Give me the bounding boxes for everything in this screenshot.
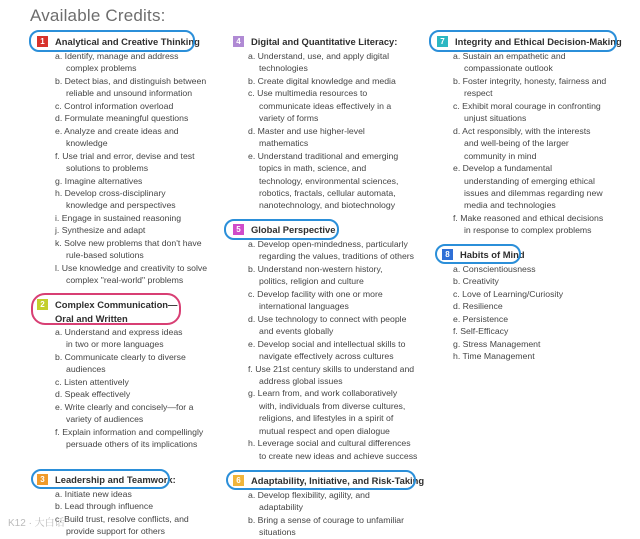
list-item: a. Identify, manage and address (55, 51, 179, 61)
section-list-6 (248, 489, 433, 539)
list-item: b. Detect bias, and distinguish between (55, 75, 207, 86)
list-item: h. Leverage social and cultural differences (248, 438, 411, 449)
list-item: technology, environmental sciences, (259, 175, 399, 186)
number-badge-3: 3 (37, 474, 48, 485)
list-item: community in mind (464, 150, 537, 161)
list-item: e. Persistence (453, 313, 509, 324)
list-item: h. Develop cross-disciplinary (55, 187, 166, 198)
credit-section-8 (442, 247, 632, 363)
list-item: knowledge and perspectives (66, 200, 176, 211)
number-badge-6: 6 (233, 475, 244, 486)
section-title-7: Integrity and Ethical Decision-Making (455, 36, 622, 47)
list-item: c. Control information overload (55, 100, 174, 111)
highlight-ring-7 (429, 30, 617, 52)
section-title-3: Leadership and Teamwork: (55, 474, 176, 485)
section-title-5: Global Perspective (251, 224, 336, 235)
list-item: a. Develop open-mindedness, particularly (248, 239, 408, 249)
list-item: c. Use multimedia resources to (248, 88, 368, 99)
number-badge-8: 8 (442, 249, 453, 260)
list-item: e. Analyze and create ideas and (55, 125, 179, 136)
number-badge-4: 4 (233, 36, 244, 47)
list-item: b. Bring a sense of courage to unfamiliar (248, 514, 404, 525)
list-item: a. Understand, use, and apply digital (248, 51, 390, 61)
list-item: b. Lead through influence (55, 501, 154, 512)
credit-section-1 (37, 34, 227, 287)
list-item: politics, religion and culture (259, 276, 364, 287)
section-list-8 (453, 263, 632, 363)
list-item: b. Creativity (453, 276, 499, 287)
list-item: persuade others of its implications (66, 439, 198, 450)
list-item: a. Develop flexibility, agility, and (248, 490, 370, 500)
list-item: reliable and unsound information (66, 88, 193, 99)
list-item: c. Build trust, resolve conflicts, and (55, 513, 189, 524)
list-item: situations (259, 527, 296, 538)
list-item: navigate effectively across cultures (259, 351, 394, 362)
list-item: mathematics (259, 138, 309, 149)
list-item: mutual respect and open dialogue (259, 425, 390, 436)
list-item: b. Understand non-western history, (248, 263, 383, 274)
list-item: international languages (259, 301, 349, 312)
section-list-1 (55, 50, 227, 287)
section-list-2 (55, 326, 227, 451)
list-item: religions, and lifestyles in a spirit of (259, 413, 394, 424)
list-item: variety of audiences (66, 414, 144, 425)
section-title-8: Habits of Mind (460, 249, 525, 260)
list-item: f. Self-Efficacy (453, 326, 509, 337)
list-item: i. Engage in sustained reasoning (55, 212, 182, 223)
section-list-7 (453, 50, 637, 237)
list-item: f. Use trial and error, devise and test (55, 150, 195, 161)
list-item: c. Listen attentively (55, 376, 129, 387)
list-item: g. Learn from, and work collaboratively (248, 388, 398, 399)
list-item: unjust situations (464, 113, 527, 124)
number-badge-2: 2 (37, 299, 48, 310)
list-item: address global issues (259, 375, 343, 386)
section-list-5 (248, 238, 433, 462)
list-item: e. Develop social and intellectual skills to (248, 338, 406, 349)
list-item: adaptability (259, 502, 303, 513)
list-item: a. Understand and express ideas (55, 327, 183, 337)
list-item: and well-being of the larger (464, 138, 569, 149)
list-item: regarding the values, traditions of others (259, 251, 415, 262)
credit-section-4 (233, 34, 433, 212)
list-item: understanding of emerging ethical (464, 175, 595, 186)
list-item: d. Act responsibly, with the interests (453, 125, 591, 136)
list-item: technologies (259, 63, 308, 74)
number-badge-5: 5 (233, 224, 244, 235)
list-item: d. Formulate meaningful questions (55, 113, 189, 124)
list-item: knowledge (66, 138, 108, 149)
list-item: l. Use knowledge and creativity to solve (55, 262, 208, 273)
list-item: communicate ideas effectively in a (259, 100, 392, 111)
number-badge-1: 1 (37, 36, 48, 47)
list-item: d. Use technology to connect with people (248, 313, 407, 324)
list-item: e. Write clearly and concisely—for a (55, 401, 194, 412)
section-list-4 (248, 50, 433, 212)
list-item: robotics, fractals, cellular automata, (259, 187, 396, 198)
list-item: f. Explain information and compellingly (55, 426, 204, 437)
highlight-ring-1 (29, 30, 195, 52)
list-item: h. Time Management (453, 351, 535, 362)
list-item: and events globally (259, 326, 334, 337)
list-item: media and technologies (464, 200, 556, 211)
list-item: compassionate outlook (464, 63, 553, 74)
watermark: K12 · 大白话 (8, 518, 65, 529)
list-item: b. Create digital knowledge and media (248, 75, 396, 86)
list-item: c. Develop facility with one or more (248, 288, 383, 299)
section-title-2: Complex Communication— (55, 299, 178, 310)
list-item: variety of forms (259, 113, 319, 124)
list-item: issues and dilemmas regarding new (464, 187, 603, 198)
list-item: d. Resilience (453, 301, 503, 312)
list-item: c. Love of Learning/Curiosity (453, 288, 564, 299)
number-badge-7: 7 (437, 36, 448, 47)
list-item: with, individuals from diverse cultures, (259, 400, 406, 411)
page-title: Available Credits: (30, 6, 166, 25)
section-list-3 (55, 488, 227, 538)
list-item: complex problems (66, 63, 137, 74)
credit-section-7 (437, 34, 637, 237)
list-item: nanotechnology, and biotechnology (259, 200, 396, 211)
section-title-1: Analytical and Creative Thinking (55, 36, 200, 47)
highlight-ring-3 (31, 469, 170, 489)
list-item: in response to complex problems (464, 225, 592, 236)
list-item: f. Use 21st century skills to understand and (248, 363, 415, 374)
list-item: a. Sustain an empathetic and (453, 51, 566, 61)
list-item: b. Communicate clearly to diverse (55, 351, 186, 362)
list-item: in two or more languages (66, 339, 164, 350)
list-item: d. Speak effectively (55, 389, 131, 400)
list-item: j. Synthesize and adapt (55, 225, 146, 236)
section-title-2-line2: Oral and Written (55, 313, 128, 324)
list-item: topics in math, science, and (259, 163, 367, 174)
list-item: provide support for others (66, 526, 165, 537)
list-item: d. Master and use higher-level (248, 125, 365, 136)
list-item: to create new ideas and achieve success (259, 450, 418, 461)
highlight-ring-5 (224, 219, 339, 240)
list-item: a. Conscientiousness (453, 264, 536, 274)
list-item: respect (464, 88, 493, 99)
list-item: c. Exhibit moral courage in confronting (453, 100, 601, 111)
list-item: f. Make reasoned and ethical decisions (453, 212, 604, 223)
list-item: a. Initiate new ideas (55, 489, 132, 499)
list-item: complex "real-world" problems (66, 275, 184, 286)
highlight-ring-6 (226, 470, 416, 490)
list-item: e. Develop a fundamental (453, 163, 553, 174)
list-item: g. Stress Management (453, 338, 541, 349)
list-item: e. Understand traditional and emerging (248, 150, 399, 161)
list-item: k. Solve new problems that don't have (55, 237, 202, 248)
highlight-ring-2 (31, 293, 181, 325)
list-item: solutions to problems (66, 163, 149, 174)
section-title-4: Digital and Quantitative Literacy: (251, 36, 398, 47)
list-item: audiences (66, 364, 106, 375)
credit-section-5 (233, 222, 433, 462)
list-item: g. Imagine alternatives (55, 175, 143, 186)
list-item: rule-based solutions (66, 250, 144, 261)
list-item: b. Foster integrity, honesty, fairness and (453, 75, 607, 86)
section-title-6: Adaptability, Initiative, and Risk-Taking (251, 475, 425, 486)
highlight-ring-8 (435, 244, 521, 264)
